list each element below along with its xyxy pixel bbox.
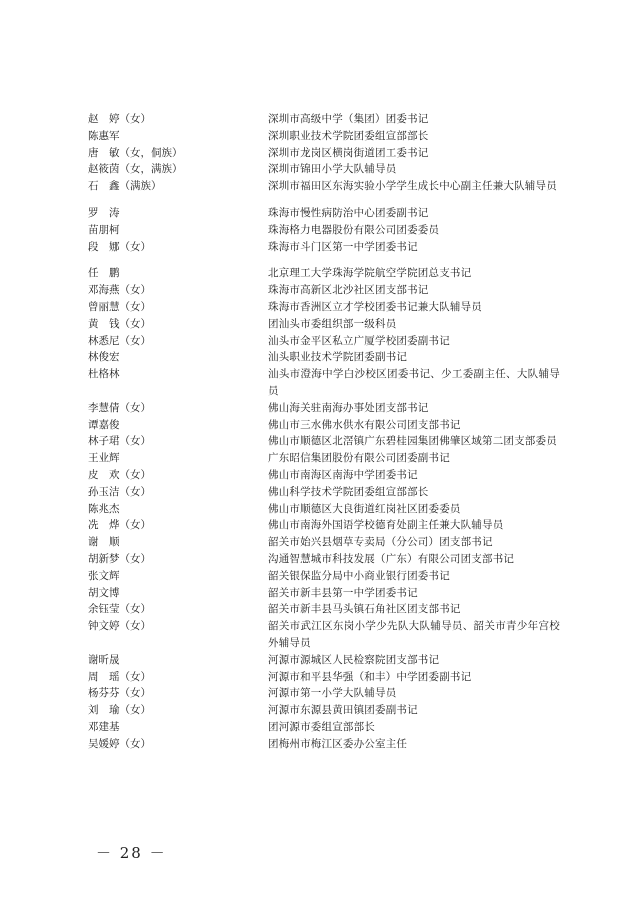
person-name: 任 鹏 [88,267,120,280]
person-name: 余钰莹（女） [88,603,151,616]
person-title: 韶关市武江区东岗小学少先队大队辅导员、韶关市青少年宫校外辅导员 [268,620,560,649]
list-item [88,433,560,450]
person-name: 杨芬芬（女） [88,687,151,700]
page-number: － 28 － [96,844,167,862]
person-title: 佛山市南海外国语学校德育处副主任兼大队辅导员 [268,519,504,532]
list-item [88,299,560,316]
person-title: 韶关市新丰县第一中学团委书记 [268,586,418,599]
person-title: 韶关市新丰县马头镇石角社区团支部书记 [268,603,461,616]
person-title: 汕头市澄海中学白沙校区团委书记、少工委副主任、大队辅导员 [268,368,560,397]
list-item [88,111,560,128]
person-title: 深圳市高级中学（集团）团委书记 [268,113,429,125]
list-item [88,719,560,736]
person-title: 佛山市顺德区大良街道红岗社区团委委员 [268,502,461,515]
person-name: 邓建基 [88,720,120,733]
person-title: 佛山市顺德区北滘镇广东碧桂园集团佛肇区域第二团支部委员 [268,435,557,448]
person-name: 罗 涛 [88,206,120,219]
person-name: 曾丽慧（女） [88,300,151,313]
person-title: 汕头职业技术学院团委副书记 [268,351,408,364]
person-name: 周 瑶（女） [88,670,151,683]
person-title: 北京理工大学珠海学院航空学院团总支书记 [268,267,472,280]
person-title: 佛山市三水佛水供水有限公司团支部书记 [268,418,461,431]
person-name: 唐 敏（女，侗族） [88,146,183,159]
list-item [88,534,560,551]
person-name: 李慧倩（女） [88,401,151,414]
person-title: 珠海市香洲区立才学校团委书记兼大队辅导员 [268,300,482,313]
person-name: 刘 瑜（女） [88,704,151,717]
person-name: 谢 顺 [88,536,120,549]
person-title: 深圳市福田区东海实验小学学生成长中心副主任兼大队辅导员 [268,180,557,193]
list-item [88,652,560,669]
person-name: 赵筱茵（女，满族） [88,163,183,176]
person-title: 深圳市龙岗区横岗街道团工委书记 [268,146,429,159]
person-name: 胡文博 [88,586,120,599]
person-title: 佛山科学技术学院团委组宣部部长 [268,485,429,498]
list-item [88,517,560,534]
list-item [88,222,560,239]
person-name: 胡新梦（女） [88,552,151,565]
person-title: 河源市和平县华强（和丰）中学团委副书记 [268,670,472,683]
list-item [88,366,560,400]
person-name: 谭嘉俊 [88,418,120,431]
list-item [88,501,560,518]
person-title: 佛山海关驻南海办事处团支部书记 [268,401,429,414]
person-title: 深圳职业技术学院团委组宣部部长 [268,129,429,142]
person-name: 赵 婷（女） [88,113,151,125]
person-name: 王业辉 [88,452,120,465]
person-title: 团汕头市委组织部一级科员 [268,317,397,330]
list-item [88,417,560,434]
person-name: 苗朋柯 [88,223,120,236]
list-item [88,685,560,702]
person-title: 团河源市委组宣部部长 [268,720,375,733]
list-item [88,333,560,350]
person-name: 陈兆杰 [88,502,120,515]
list-item [88,239,560,256]
person-title: 河源市东源县黄田镇团委副书记 [268,704,418,717]
person-title: 韶关市始兴县烟草专卖局（分公司）团支部书记 [268,536,493,549]
person-title: 广东昭信集团股份有限公司团委副书记 [268,452,450,465]
person-title: 珠海格力电器股份有限公司团委委员 [268,223,440,236]
list-item [88,178,560,195]
person-name: 冼 烨（女） [88,519,151,532]
person-title: 珠海市高新区北沙社区团支部书记 [268,284,429,297]
person-title: 汕头市金平区私立广厦学校团委副书记 [268,334,450,347]
name-list [88,111,560,752]
person-title: 佛山市南海区南海中学团委书记 [268,468,418,481]
person-name: 林子珺（女） [88,435,151,448]
list-item [88,551,560,568]
person-name: 张文辉 [88,569,120,582]
person-title: 珠海市慢性病防治中心团委副书记 [268,206,429,219]
person-name: 邓海燕（女） [88,284,151,297]
person-title: 团梅州市梅江区委办公室主任 [268,737,408,750]
list-item [88,669,560,686]
person-title: 深圳市锦田小学大队辅导员 [268,163,397,176]
person-name: 孙玉洁（女） [88,485,151,498]
person-name: 谢昕晟 [88,653,120,666]
person-title: 河源市第一小学大队辅导员 [268,687,397,700]
list-item [88,450,560,467]
person-title: 河源市源城区人民检察院团支部书记 [268,653,440,666]
list-item [88,282,560,299]
person-name: 林俊宏 [88,351,120,364]
person-title: 珠海市斗门区第一中学团委书记 [268,240,418,253]
list-item [88,736,560,753]
list-item [88,128,560,145]
list-item [88,145,560,162]
list-item [88,585,560,602]
person-name: 陈惠军 [88,129,120,142]
person-name: 林悉尼（女） [88,334,151,347]
list-item [88,265,560,282]
list-item [88,316,560,333]
list-item [88,568,560,585]
person-title: 沟通智慧城市科技发展（广东）有限公司团支部书记 [268,552,515,565]
list-item [88,205,560,222]
list-item [88,618,560,652]
person-name: 吴媛婷（女） [88,737,151,750]
person-name: 黄 钱（女） [88,317,151,330]
list-item [88,161,560,178]
person-name: 石 鑫（满族） [88,180,162,193]
person-name: 皮 欢（女） [88,468,151,481]
person-name: 杜格林 [88,368,120,381]
list-item [88,702,560,719]
list-item [88,601,560,618]
list-item [88,484,560,501]
list-item [88,349,560,366]
list-item [88,467,560,484]
person-name: 段 娜（女） [88,240,151,253]
list-item [88,400,560,417]
person-name: 钟文婷（女） [88,620,151,633]
person-title: 韶关银保监分局中小商业银行团委书记 [268,569,450,582]
